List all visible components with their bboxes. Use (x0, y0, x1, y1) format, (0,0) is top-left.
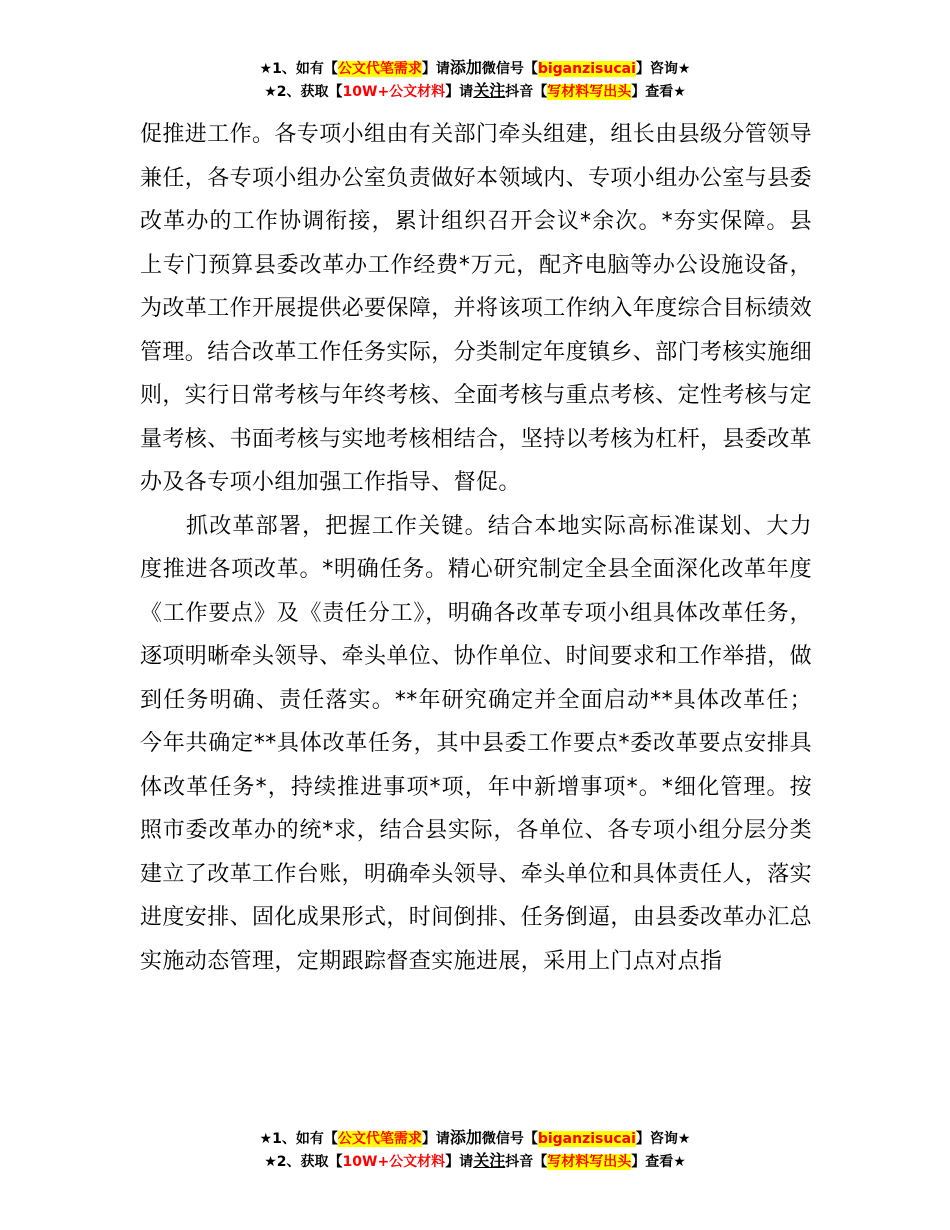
banner-line-1 (0, 57, 950, 80)
banner-highlight-wechat-id: biganzisucai (537, 61, 636, 77)
banner-highlight-materials: 10W+公文材料 (342, 84, 446, 100)
banner-text: ★2、获取【 (264, 1154, 343, 1170)
banner-emphasis: 关注 (473, 1151, 506, 1170)
banner-highlight-douyin: 写材料写出头 (547, 84, 632, 100)
banner-text: 微信号【 (481, 61, 538, 77)
banner-emphasis: 关注 (473, 81, 506, 100)
document-body (140, 113, 812, 983)
banner-highlight-douyin: 写材料写出头 (547, 1154, 632, 1170)
banner-text: 】咨询★ (635, 61, 691, 77)
paragraph-1: 促推进工作。各专项小组由有关部门牵头组建，组长由县级分管领导兼任，各专项小组办公室负责做好本领域内、专项小组办公室与县委改革办的工作协调衔接，累计组织召开会议*余次。*夯实保障。县上专门预算县委改革办工作经费*万元，配齐电脑等办公设施设备，为改革工作开展提供必要保障，并将该项工作纳入年度综合目标绩效管理。结合改革工作任务实际，分类制定年度镇乡、部门考核实施细则，实行日常考核与年终考核、全面考核与重点考核、定性考核与定量考核、书面考核与实地考核相结合，坚持以考核为杠杆，县委改革办及各专项小组加强工作指导、督促。 (140, 122, 813, 495)
banner-text: 】查看★ (631, 1154, 686, 1170)
banner-text: ★1、如有【 (259, 1131, 338, 1147)
header-banner (0, 57, 950, 103)
banner-text: 】咨询★ (635, 1131, 691, 1147)
banner-highlight-wechat-id: biganzisucai (537, 1131, 636, 1147)
banner-text: 】请 (445, 1154, 474, 1170)
banner-highlight-service: 公文代笔需求 (337, 61, 422, 77)
banner-text: 】请 (421, 1131, 450, 1147)
banner-text: 抖音【 (505, 1154, 548, 1170)
footer-banner (0, 1127, 950, 1173)
banner-line-2 (0, 80, 950, 103)
banner-text: 微信号【 (481, 1131, 538, 1147)
banner-text: 】请 (445, 84, 474, 100)
banner-highlight-materials: 10W+公文材料 (342, 1154, 446, 1170)
paragraph-2: 抓改革部署，把握工作关键。结合本地实际高标准谋划、大力度推进各项改革。*明确任务。精心研究制定全县全面深化改革年度《工作要点》及《责任分工》，明确各改革专项小组具体改革任务，逐项明晰牵头领导、牵头单位、协作单位、时间要求和工作举措，做到任务明确、责任落实。**年研究确定并全面启动**具体改革任；今年共确定**具体改革任务，其中县委工作要点*委改革要点安排具体改革任务*，持续推进事项*项，年中新增事项*。*细化管理。按照市委改革办的统*求，结合县实际，各单位、各专项小组分层分类建立了改革工作台账，明确牵头领导、牵头单位和具体责任人，落实进度安排、固化成果形式，时间倒排、任务倒逼，由县委改革办汇总实施动态管理，定期跟踪督查实施进展，采用上门点对点指 (140, 513, 813, 974)
banner-text: 抖音【 (505, 84, 548, 100)
banner-text: ★2、获取【 (264, 84, 343, 100)
banner-text: ★1、如有【 (259, 61, 338, 77)
banner-highlight-service: 公文代笔需求 (337, 1131, 422, 1147)
banner-text: 】请 (421, 61, 450, 77)
footer-line-2 (0, 1150, 950, 1173)
banner-emphasis: 添加 (449, 58, 482, 77)
banner-emphasis: 添加 (449, 1128, 482, 1147)
footer-line-1 (0, 1127, 950, 1150)
banner-text: 】查看★ (631, 84, 686, 100)
